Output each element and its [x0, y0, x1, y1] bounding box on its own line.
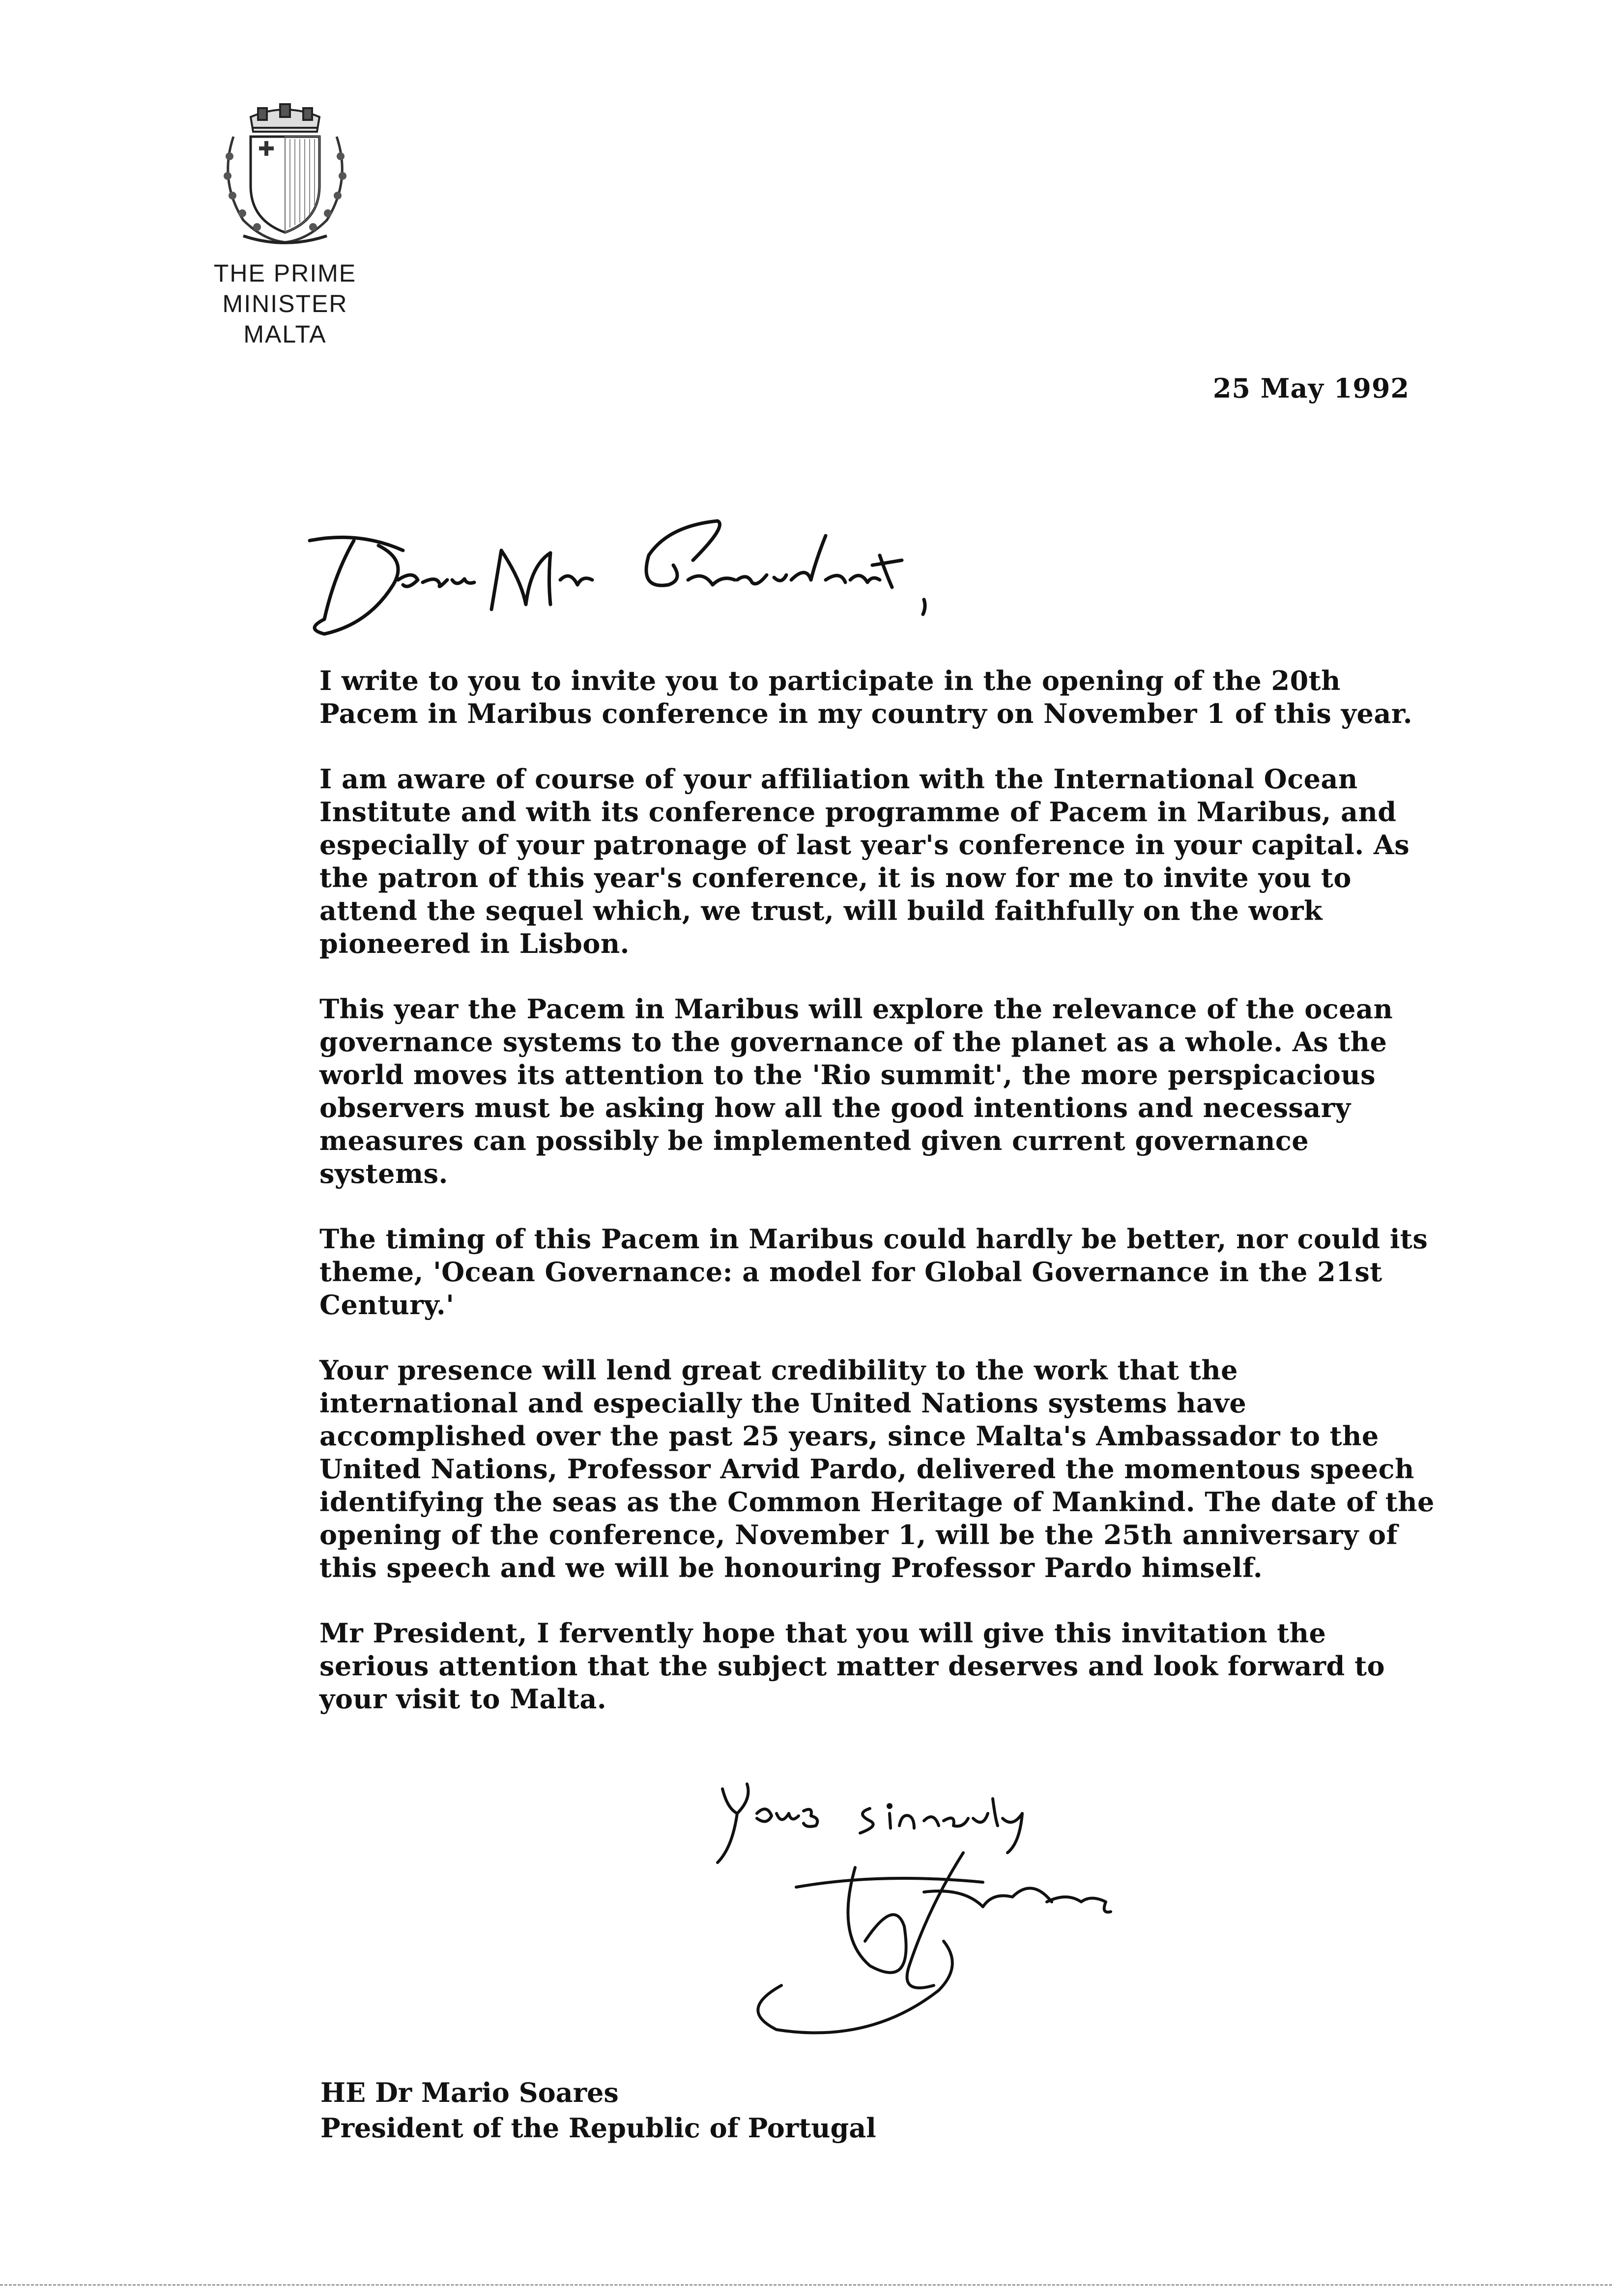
- letterhead-title: [147, 258, 423, 349]
- letterhead-line1: THE PRIME MINISTER: [213, 259, 357, 317]
- paragraph: Mr President, I fervently hope that you will give this invitation the serious attention that the subject matter deserves and look forward to your visit to Malta.: [319, 1617, 1385, 1715]
- paragraph: Your presence will lend great credibility to the work that the international and especially the United Nations systems have accomplished over the past 25 years, since Malta's Ambassador to the United Nations, Professor Arvid Pardo, delivered the momentous speech identifying the seas as the Common Heritage of Mankind. The date of the opening of the conference, November 1, will be the 25th anniversary of this speech and we will be honouring Professor Pardo himself.: [319, 1354, 1435, 1583]
- handwritten-signature-icon: [708, 1779, 1170, 2039]
- recipient-title: President of the Republic of Portugal: [320, 2112, 876, 2144]
- malta-coat-of-arms-icon: [214, 97, 356, 250]
- handwritten-salutation: [295, 506, 983, 654]
- paragraph: I write to you to invite you to participate in the opening of the 20th Pacem in Maribus conference in my country on November 1 of this year.: [319, 665, 1413, 729]
- letter-date: 25 May 1992: [1212, 373, 1410, 404]
- recipient-name: HE Dr Mario Soares: [320, 2077, 619, 2108]
- paragraph: I am aware of course of your affiliation with the International Ocean Institute and with its conference programme of Pacem in Maribus, and especially of your patronage of last year's conference in your capital. As the patron of this year's conference, it is now for me to invite you to attend the sequel which, we trust, will build faithfully on the work pioneered in Lisbon.: [319, 763, 1410, 959]
- paragraph: The timing of this Pacem in Maribus could hardly be better, nor could its theme, 'Ocean Governance: a model for Global Governance in the 21st Century.': [319, 1223, 1428, 1320]
- scan-edge-divider: [0, 2284, 1612, 2286]
- recipient-block: [320, 2075, 876, 2146]
- letterhead-line2: MALTA: [243, 320, 327, 348]
- paragraph: This year the Pacem in Maribus will explore the relevance of the ocean governance systems to the governance of the planet as a whole. As the world moves its attention to the 'Rio summit', the more perspicacious observers must be asking how all the good intentions and necessary measures can possibly be implemented given current governance systems.: [319, 993, 1393, 1189]
- letter-body: [319, 664, 1445, 1748]
